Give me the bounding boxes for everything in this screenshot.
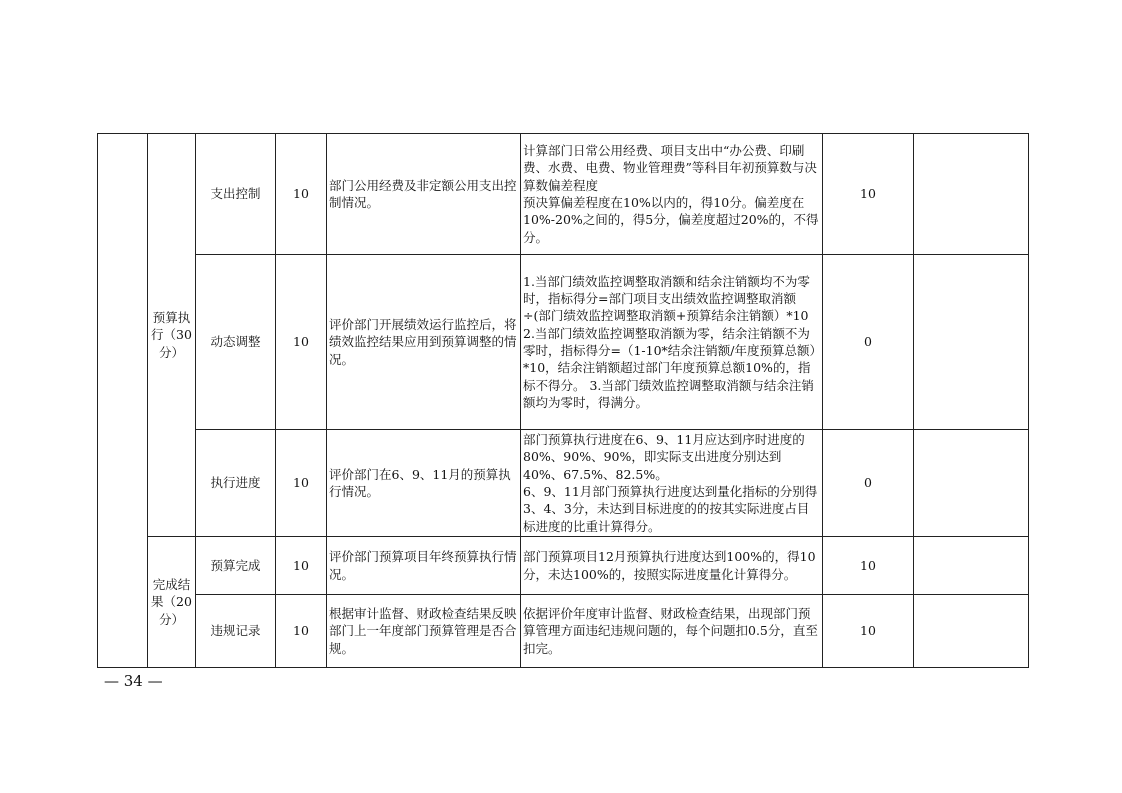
score-cell: 10 — [823, 537, 914, 595]
score-cell: 0 — [823, 255, 914, 430]
criteria-cell: 计算部门日常公用经费、项目支出中“办公费、印刷费、水费、电费、物业管理费”等科目年初预算数与决算数偏差程度 预决算偏差程度在10%以内的，得10分。偏差度在10%-20%之间的，得5分，偏差度超过20%的，不得分。 — [521, 134, 823, 255]
indicator-cell: 动态调整 — [196, 255, 276, 430]
page-number: — 34 — — [104, 672, 163, 690]
weight-cell: 10 — [276, 430, 327, 537]
remark-cell — [914, 255, 1029, 430]
category-budget-execution: 预算执行（30分） — [148, 134, 196, 537]
table-row — [98, 537, 1029, 595]
description-cell: 部门公用经费及非定额公用支出控制情况。 — [327, 134, 521, 255]
criteria-cell: 1.当部门绩效监控调整取消额和结余注销额均不为零时，指标得分=部门项目支出绩效监控调整取消额÷(部门绩效监控调整取消额+预算结余注销额）*10 2.当部门绩效监控调整取消额为零，结余注销额不为零时，指标得分=（1-10*结余注销额/年度预算总额）*10，结余注销额超过部门年度预算总额10%的，指标不得分。 3.当部门绩效监控调整取消额与结余注销额均为零时，得满分。 — [521, 255, 823, 430]
remark-cell — [914, 430, 1029, 537]
category-completion-result: 完成结果（20分） — [148, 537, 196, 668]
remark-cell — [914, 134, 1029, 255]
description-cell: 评价部门预算项目年终预算执行情况。 — [327, 537, 521, 595]
criteria-cell: 部门预算项目12月预算执行进度达到100%的，得10分，未达100%的，按照实际进度量化计算得分。 — [521, 537, 823, 595]
description-cell: 根据审计监督、财政检查结果反映部门上一年度部门预算管理是否合规。 — [327, 595, 521, 668]
weight-cell: 10 — [276, 595, 327, 668]
indicator-cell: 违规记录 — [196, 595, 276, 668]
indicator-cell: 支出控制 — [196, 134, 276, 255]
score-cell: 10 — [823, 134, 914, 255]
description-cell: 评价部门开展绩效运行监控后，将绩效监控结果应用到预算调整的情况。 — [327, 255, 521, 430]
score-cell: 10 — [823, 595, 914, 668]
description-cell: 评价部门在6、9、11月的预算执行情况。 — [327, 430, 521, 537]
table-row — [98, 255, 1029, 430]
criteria-cell: 依据评价年度审计监督、财政检查结果，出现部门预算管理方面违纪违规问题的，每个问题扣0.5分，直至扣完。 — [521, 595, 823, 668]
weight-cell: 10 — [276, 255, 327, 430]
table-row — [98, 595, 1029, 668]
indicator-cell: 预算完成 — [196, 537, 276, 595]
weight-cell: 10 — [276, 537, 327, 595]
weight-cell: 10 — [276, 134, 327, 255]
evaluation-table — [97, 133, 1029, 668]
table-row — [98, 134, 1029, 255]
score-cell: 0 — [823, 430, 914, 537]
table-row — [98, 430, 1029, 537]
criteria-cell: 部门预算执行进度在6、9、11月应达到序时进度的80%、90%、90%，即实际支出进度分别达到40%、67.5%、82.5%。 6、9、11月部门预算执行进度达到量化指标的分别得3、4、3分，未达到目标进度的的按其实际进度占目标进度的比重计算得分。 — [521, 430, 823, 537]
indicator-cell: 执行进度 — [196, 430, 276, 537]
remark-cell — [914, 595, 1029, 668]
level1-category-cell — [98, 134, 148, 668]
remark-cell — [914, 537, 1029, 595]
